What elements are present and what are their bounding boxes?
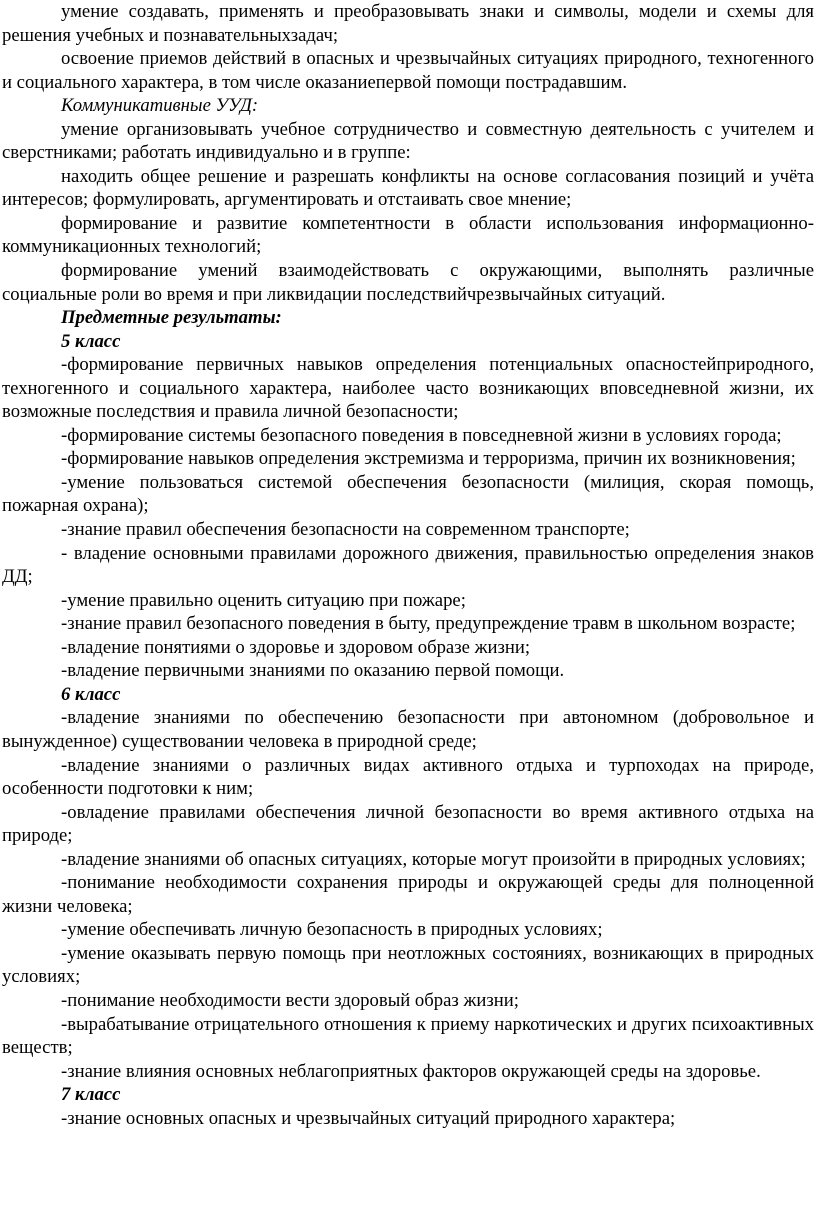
list-item: -понимание необходимости сохранения природы и окружающей среды для полноценной жизни человека; [2, 872, 814, 917]
section-heading-communicative: Коммуникативные УУД: [61, 95, 259, 117]
paragraph: формирование и развитие компетентности в области использования информационно-коммуникационных технологий; [2, 212, 814, 258]
paragraph: находить общее решение и разрешать конфликты на основе согласования позиций и учёта интересов; формулировать, аргументировать и отстаивать свое мнение; [2, 165, 814, 211]
list-item: -владение знаниями по обеспечению безопасности при автономном (добровольное и вынужденное) существовании человека в природной среде; [2, 707, 814, 752]
list-item: -владение понятиями о здоровье и здоровом образе жизни; [61, 636, 531, 658]
list-item: -знание влияния основных неблагоприятных факторов окружающей среды на здоровье. [61, 1060, 761, 1082]
grade-heading-5: 5 класс [61, 330, 121, 352]
list-item: -умение обеспечивать личную безопасность в природных условиях; [61, 919, 603, 941]
paragraph: формирование умений взаимодействовать с окружающими, выполнять различные социальные роли во время и при ликвидации последствийчрезвычайных ситуаций. [2, 260, 814, 305]
list-item: -знание правил безопасного поведения в быту, предупреждение травм в школьном возрасте; [61, 613, 796, 635]
list-item: -умение пользоваться системой обеспечения безопасности (милиция, скорая помощь, пожарная охрана); [2, 471, 814, 517]
section-heading-subject-results: Предметные результаты: [61, 307, 282, 329]
paragraph: освоение приемов действий в опасных и чрезвычайных ситуациях природного, техногенного и социального характера, в том числе оказаниепервой помощи пострадавшим. [2, 48, 814, 93]
paragraph: умение создавать, применять и преобразовывать знаки и символы, модели и схемы для решения учебных и познавательныхзадач; [2, 1, 814, 46]
list-item: -знание правил обеспечения безопасности на современном транспорте; [61, 519, 630, 541]
list-item: -владение знаниями о различных видах активного отдыха и турпоходах на природе, особенности подготовки к ним; [2, 754, 814, 800]
list-item: -формирование системы безопасного поведения в повседневной жизни в условиях города; [61, 424, 782, 446]
list-item: - владение основными правилами дорожного движения, правильностью определения знаков ДД; [2, 542, 814, 588]
grade-heading-6: 6 класс [61, 683, 121, 705]
paragraph: умение организовывать учебное сотрудничество и совместную деятельность с учителем и сверстниками; работать индивидуально и в группе: [2, 118, 814, 164]
list-item: -формирование первичных навыков определения потенциальных опасностейприродного, техногенного и социального характера, наиболее часто возникающих вповседневной жизни, их возможные последствия и правила личной безопасности; [2, 354, 814, 423]
list-item: -владение первичными знаниями по оказанию первой помощи. [61, 660, 565, 682]
list-item: -вырабатывание отрицательного отношения к приему наркотических и других психоактивных веществ; [2, 1013, 814, 1059]
list-item: -овладение правилами обеспечения личной безопасности во время активного отдыха на природе; [2, 801, 814, 847]
list-item: -владение знаниями об опасных ситуациях, которые могут произойти в природных условиях; [61, 848, 806, 870]
list-item: -знание основных опасных и чрезвычайных ситуаций природного характера; [61, 1107, 676, 1129]
list-item: -умение правильно оценить ситуацию при пожаре; [61, 589, 466, 611]
list-item: -умение оказывать первую помощь при неотложных состояниях, возникающих в природных условиях; [2, 942, 814, 988]
grade-heading-7: 7 класс [61, 1084, 121, 1106]
list-item: -формирование навыков определения экстремизма и терроризма, причин их возникновения; [61, 448, 796, 470]
list-item: -понимание необходимости вести здоровый образ жизни; [61, 989, 519, 1011]
